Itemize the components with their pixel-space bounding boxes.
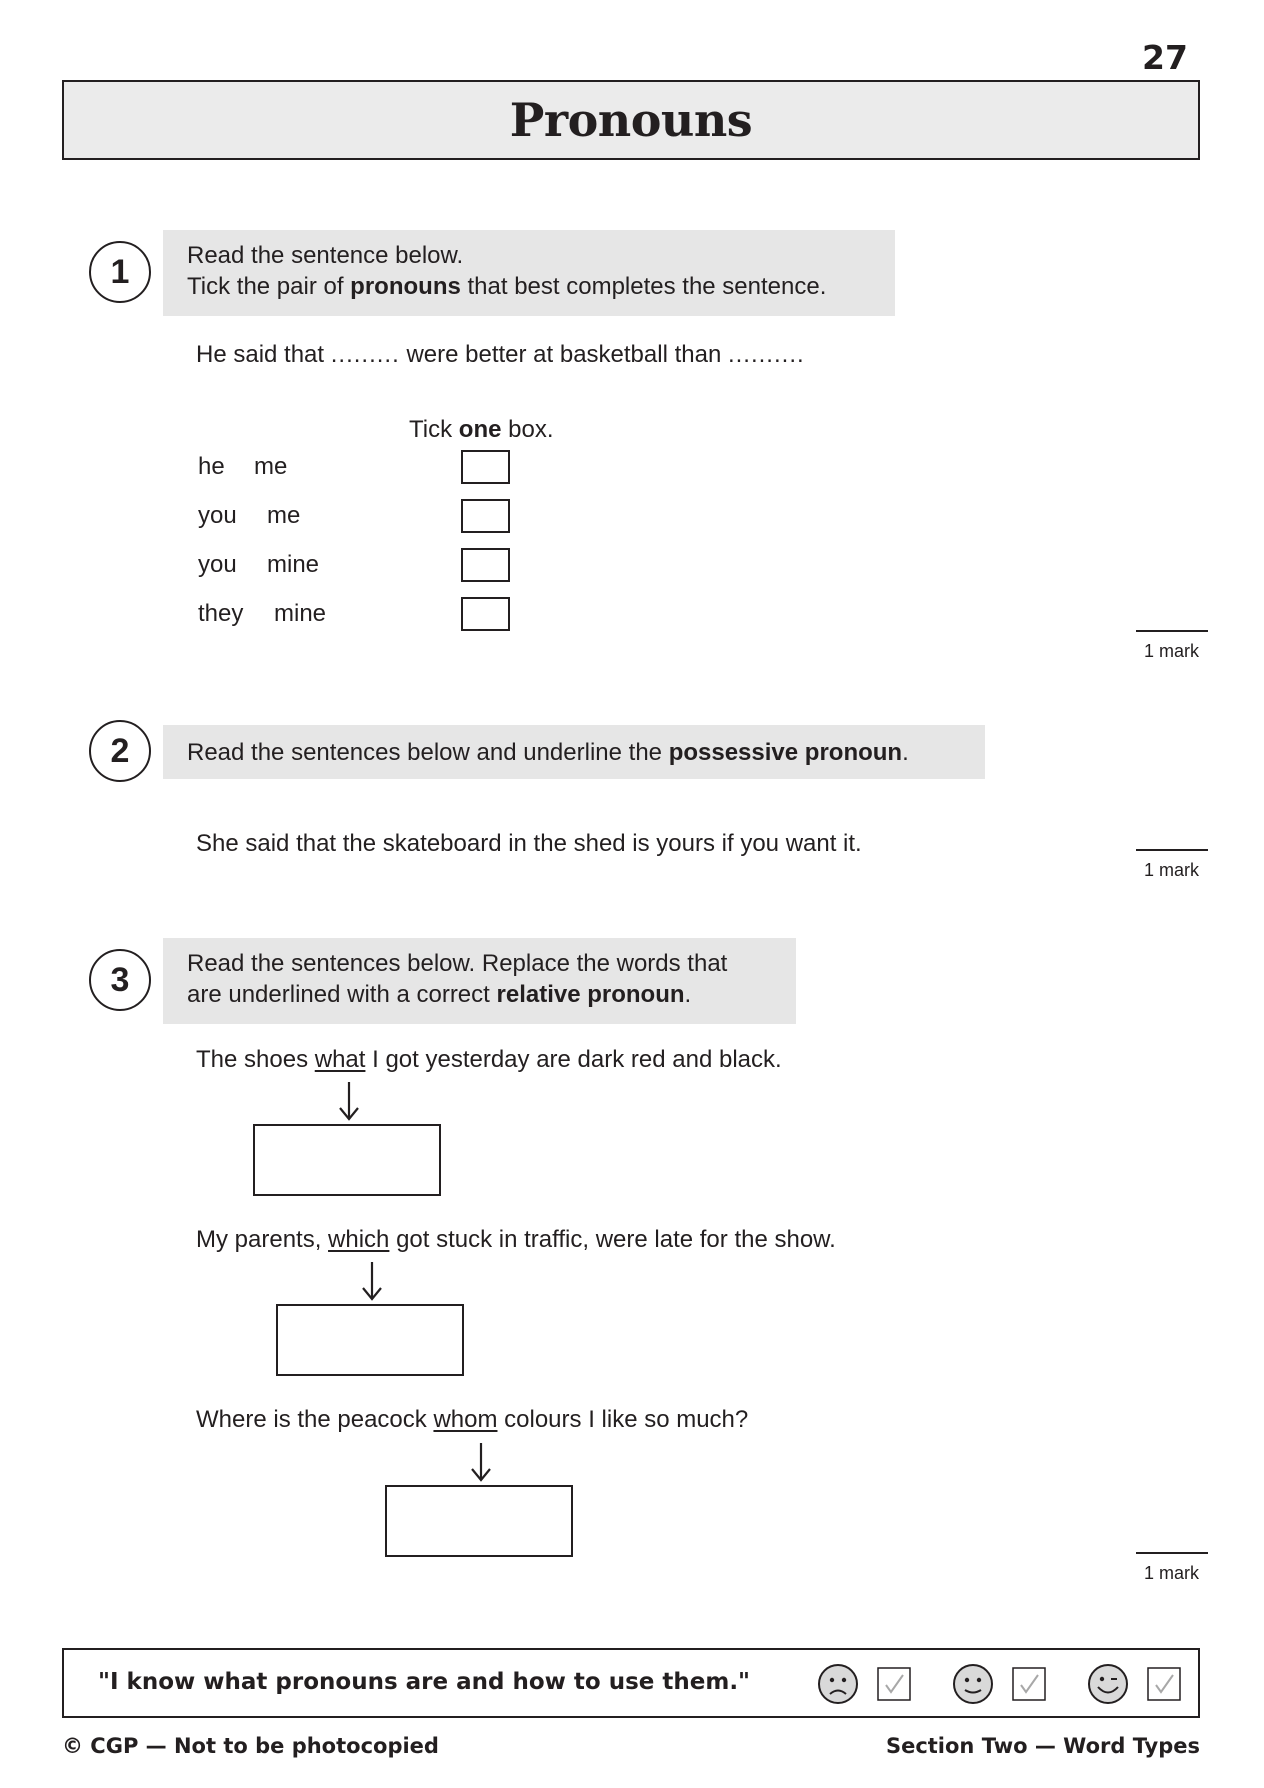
sad-checkbox[interactable] bbox=[877, 1667, 911, 1701]
tick-one-box-label: Tick one box. bbox=[409, 416, 554, 443]
option-1-tick-box[interactable] bbox=[461, 450, 510, 484]
confidence-statement: "I know what pronouns are and how to use them." bbox=[98, 1669, 751, 1695]
option-4-tick-box[interactable] bbox=[461, 597, 510, 631]
option-1-word-1: he bbox=[198, 453, 225, 480]
q1-instruction-line2: Tick the pair of pronouns that best completes the sentence. bbox=[187, 273, 827, 300]
q2-sentence: She said that the skateboard in the shed is yours if you want it. bbox=[196, 830, 862, 857]
q3-mark-line bbox=[1136, 1552, 1208, 1554]
down-arrow-icon bbox=[357, 1260, 387, 1302]
happy-checkbox[interactable] bbox=[1147, 1667, 1181, 1701]
q1-instruction-line1: Read the sentence below. bbox=[187, 242, 464, 269]
q1-mark-label: 1 mark bbox=[1144, 641, 1200, 661]
q1-mark-line bbox=[1136, 630, 1208, 632]
page-title: Pronouns bbox=[509, 93, 753, 147]
option-3-tick-box[interactable] bbox=[461, 548, 510, 582]
title-bar bbox=[62, 80, 1200, 160]
option-2-word-2: me bbox=[267, 502, 301, 529]
question-1-instruction bbox=[163, 230, 895, 316]
option-3-word-1: you bbox=[198, 551, 237, 578]
copyright-footer: © CGP — Not to be photocopied bbox=[62, 1734, 439, 1758]
q3-sentence-1-underlined: what bbox=[314, 1046, 366, 1073]
neutral-face-icon bbox=[952, 1663, 994, 1705]
sad-face-icon bbox=[817, 1663, 859, 1705]
q3-answer-box-1[interactable] bbox=[253, 1124, 441, 1196]
question-2-number: 2 bbox=[89, 720, 151, 782]
q3-sentence-1: The shoes what I got yesterday are dark red and black. bbox=[196, 1046, 782, 1073]
option-1-word-2: me bbox=[254, 453, 288, 480]
option-2-word-1: you bbox=[198, 502, 237, 529]
question-3-instruction bbox=[163, 938, 796, 1024]
option-4-word-1: they bbox=[198, 600, 244, 627]
happy-face-icon bbox=[1087, 1663, 1129, 1705]
q3-instruction-line1: Read the sentences below. Replace the words that bbox=[187, 950, 728, 977]
q3-answer-box-3[interactable] bbox=[385, 1485, 573, 1557]
q2-mark-label: 1 mark bbox=[1144, 860, 1200, 880]
q3-sentence-3-underlined: whom bbox=[433, 1406, 498, 1433]
q3-answer-box-2[interactable] bbox=[276, 1304, 464, 1376]
question-3-number: 3 bbox=[89, 949, 151, 1011]
page-number: 27 bbox=[1142, 38, 1188, 77]
q1-sentence: He said that ......... were better at basketball than .......... bbox=[196, 341, 805, 368]
neutral-checkbox[interactable] bbox=[1012, 1667, 1046, 1701]
down-arrow-icon bbox=[466, 1441, 496, 1483]
section-footer: Section Two — Word Types bbox=[885, 1734, 1200, 1758]
q2-mark-line bbox=[1136, 849, 1208, 851]
option-3-word-2: mine bbox=[267, 551, 320, 578]
down-arrow-icon bbox=[334, 1080, 364, 1122]
self-assessment-bar bbox=[62, 1648, 1200, 1718]
question-2-instruction: Read the sentences below and underline the possessive pronoun. bbox=[163, 725, 985, 779]
q3-sentence-3: Where is the peacock whom colours I like so much? bbox=[196, 1406, 749, 1433]
q3-sentence-2: My parents, which got stuck in traffic, were late for the show. bbox=[196, 1226, 836, 1253]
q3-instruction-line2: are underlined with a correct relative pronoun. bbox=[187, 981, 692, 1008]
q3-mark-label: 1 mark bbox=[1144, 1563, 1200, 1583]
option-4-word-2: mine bbox=[274, 600, 327, 627]
question-1-number: 1 bbox=[89, 241, 151, 303]
q3-sentence-2-underlined: which bbox=[328, 1226, 390, 1253]
option-2-tick-box[interactable] bbox=[461, 499, 510, 533]
